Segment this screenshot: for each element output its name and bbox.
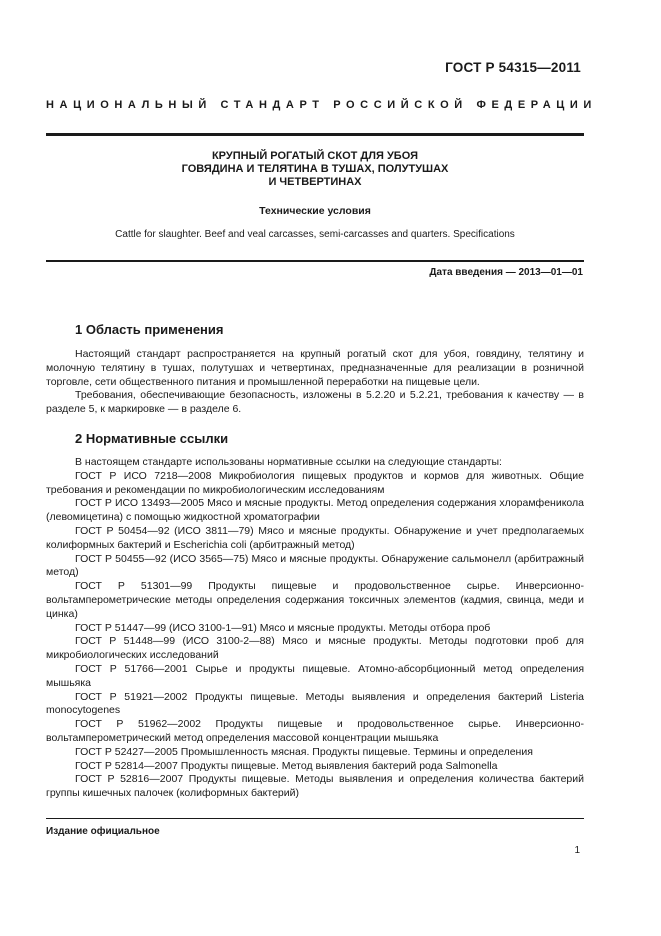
reference-item: ГОСТ Р 50455—92 (ИСО 3565—75) Мясо и мясные продукты. Обнаружение сальмонелл (арбитражный метод): [46, 552, 584, 579]
title-line-1: КРУПНЫЙ РОГАТЫЙ СКОТ ДЛЯ УБОЯ: [211, 150, 419, 162]
reference-item: ГОСТ Р 52816—2007 Продукты пищевые. Методы выявления и определения количества бактерий группы кишечных палочек (колиформных бактерий): [46, 773, 584, 800]
reference-item: ГОСТ Р 51766—2001 Сырье и продукты пищевые. Атомно-абсорбционный метод определения мышьяка: [46, 662, 584, 689]
reference-item: ГОСТ Р 51447—99 (ИСО 3100-1—91) Мясо и мясные продукты. Методы отбора проб: [75, 621, 491, 634]
document-code: ГОСТ Р 54315—2011: [445, 60, 581, 75]
edition-label: Издание официальное: [46, 826, 160, 837]
reference-item: ГОСТ Р 51962—2002 Продукты пищевые и продовольственное сырье. Инверсионно-вольтамперометрический метод определения массовой концентрации мышьяка: [46, 718, 584, 744]
reference-item: ГОСТ Р 50454—92 (ИСО 3811—79) Мясо и мясные продукты. Обнаружение и учет предполагаемых колиформных бактерий и Escherichia coli (арбитражный метод): [46, 524, 584, 551]
standard-type-title: НАЦИОНАЛЬНЫЙ СТАНДАРТ РОССИЙСКОЙ ФЕДЕРАЦИИ: [46, 99, 597, 111]
section-2-heading: 2 Нормативные ссылки: [75, 431, 229, 446]
section-2-body: [46, 456, 584, 801]
reference-item: ГОСТ Р ИСО 7218—2008 Микробиология пищевых продуктов и кормов для животных. Общие требования и рекомендации по микробиологическим исследованиям: [46, 469, 584, 496]
reference-item: ГОСТ Р 51301—99 Продукты пищевые и продовольственное сырье. Инверсионно-вольтамперометрические методы определения содержания токсичных элементов (кадмия, свинца, меди и цинка): [46, 580, 584, 620]
section-2-intro: В настоящем стандарте использованы нормативные ссылки на следующие стандарты:: [75, 456, 502, 468]
footer-divider: [46, 818, 584, 819]
document-subtitle: Технические условия: [259, 205, 371, 217]
section-1-paragraph: Настоящий стандарт распространяется на крупный рогатый скот для убоя, говядину, телятину и молочную телятину в тушах, полутушах и четвертинах, предназначенные для реализации в розничной торговле, сети общественного питания и промышленной переработки на пищевые цели.: [46, 348, 584, 388]
section-1-body: [46, 348, 584, 417]
title-divider: [46, 260, 584, 262]
section-1-paragraph: Требования, обеспечивающие безопасность, изложены в 5.2.20 и 5.2.21, требования к качеству — в разделе 5, к маркировке — в разделе 6.: [46, 389, 584, 416]
reference-item: ГОСТ Р 51921—2002 Продукты пищевые. Методы выявления и определения бактерий Listeria monocytogenes: [46, 690, 584, 717]
introduction-date: Дата введения — 2013—01—01: [429, 267, 583, 278]
page-number: 1: [574, 845, 580, 856]
english-title: Cattle for slaughter. Beef and veal carcasses, semi-carcasses and quarters. Specifications: [115, 229, 515, 240]
title-line-3: И ЧЕТВЕРТИНАХ: [268, 176, 362, 188]
reference-item: ГОСТ Р 51448—99 (ИСО 3100-2—88) Мясо и мясные продукты. Методы подготовки проб для микробиологических исследований: [46, 635, 584, 662]
reference-item: ГОСТ Р 52427—2005 Промышленность мясная. Продукты пищевые. Термины и определения: [75, 745, 533, 758]
document-title: [46, 150, 584, 189]
reference-item: ГОСТ Р 52814—2007 Продукты пищевые. Метод выявления бактерий рода Salmonella: [75, 759, 498, 772]
reference-item: ГОСТ Р ИСО 13493—2005 Мясо и мясные продукты. Метод определения содержания хлорамфеникола (левомицетина) с помощью жидкостной хроматографии: [46, 497, 584, 524]
header-divider: [46, 133, 584, 136]
section-1-heading: 1 Область применения: [75, 322, 224, 337]
title-line-2: ГОВЯДИНА И ТЕЛЯТИНА В ТУШАХ, ПОЛУТУШАХ: [181, 163, 449, 175]
